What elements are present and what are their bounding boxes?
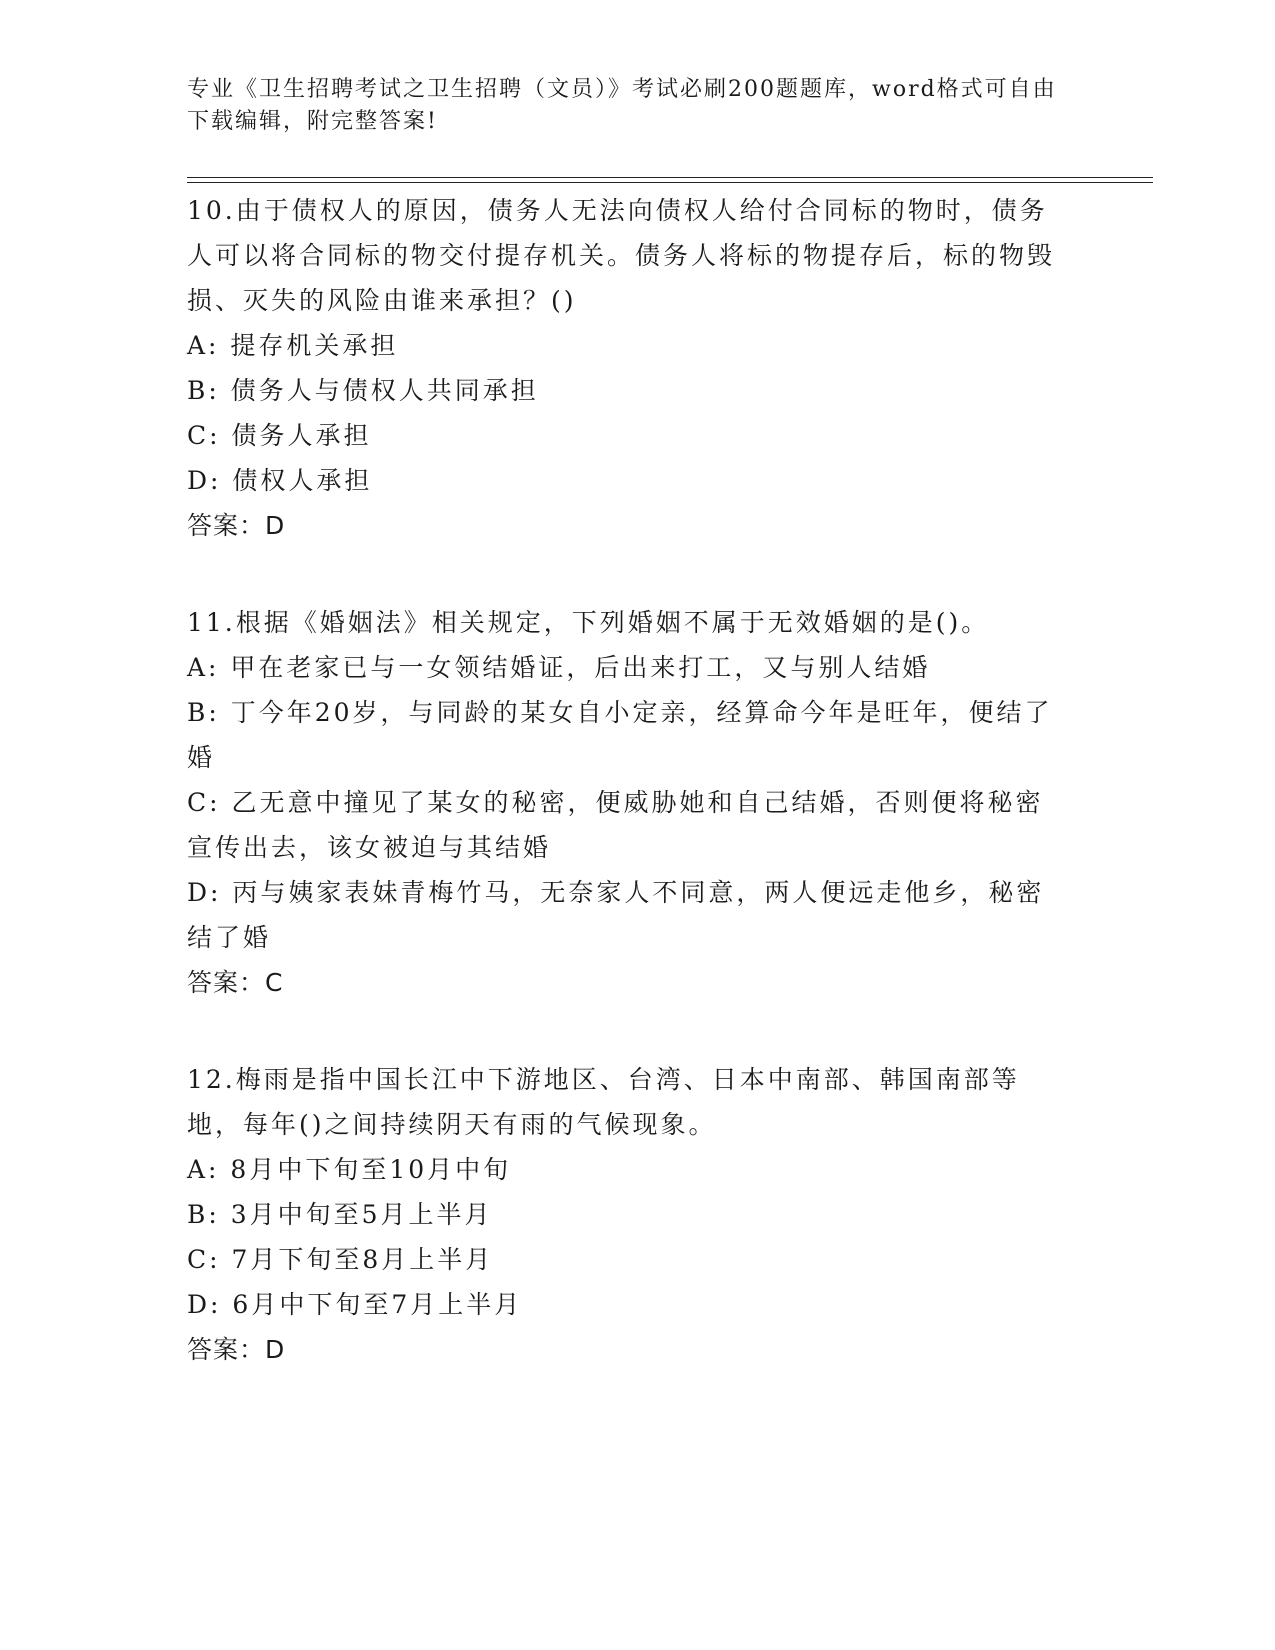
option-b: B: 债务人与债权人共同承担 [187,376,539,405]
answer-line: 答案：D [187,1335,286,1364]
document-header: 专业《卫生招聘考试之卫生招聘（文员）》考试必刷200题题库，word格式可自由下载编辑，附完整答案! [187,77,1057,134]
question-stem: 11.根据《婚姻法》相关规定，下列婚姻不属于无效婚姻的是()。 [187,608,990,637]
option-a: A: 8月中下旬至10月中旬 [187,1155,512,1184]
question-11 [187,600,1067,1005]
option-b: B: 丁今年20岁，与同龄的某女自小定亲，经算命今年是旺年，便结了婚 [187,698,1053,772]
option-c: C: 7月下旬至8月上半月 [187,1245,494,1274]
option-d: D: 6月中下旬至7月上半月 [187,1290,523,1319]
header-divider-top [187,177,1153,178]
option-c: C: 债务人承担 [187,421,372,450]
option-a: A: 甲在老家已与一女领结婚证，后出来打工，又与别人结婚 [187,653,931,682]
option-a: A: 提存机关承担 [187,331,399,360]
answer-line: 答案：D [187,511,286,540]
header-divider-bottom [187,182,1153,183]
question-12 [187,1057,1067,1372]
question-stem: 10.由于债权人的原因，债务人无法向债权人给付合同标的物时，债务人可以将合同标的物交付提存机关。债务人将标的物提存后，标的物毁损、灭失的风险由谁来承担？() [187,196,1056,315]
answer-line: 答案：C [187,968,284,997]
question-stem: 12.梅雨是指中国长江中下游地区、台湾、日本中南部、韩国南部等地，每年()之间持续阴天有雨的气候现象。 [187,1065,1020,1139]
option-b: B: 3月中旬至5月上半月 [187,1200,493,1229]
option-c: C: 乙无意中撞见了某女的秘密，便威胁她和自己结婚，否则便将秘密宣传出去，该女被迫与其结婚 [187,788,1044,862]
option-d: D: 丙与姨家表妹青梅竹马，无奈家人不同意，两人便远走他乡，秘密结了婚 [187,878,1045,952]
option-d: D: 债权人承担 [187,466,373,495]
question-10 [187,188,1067,548]
